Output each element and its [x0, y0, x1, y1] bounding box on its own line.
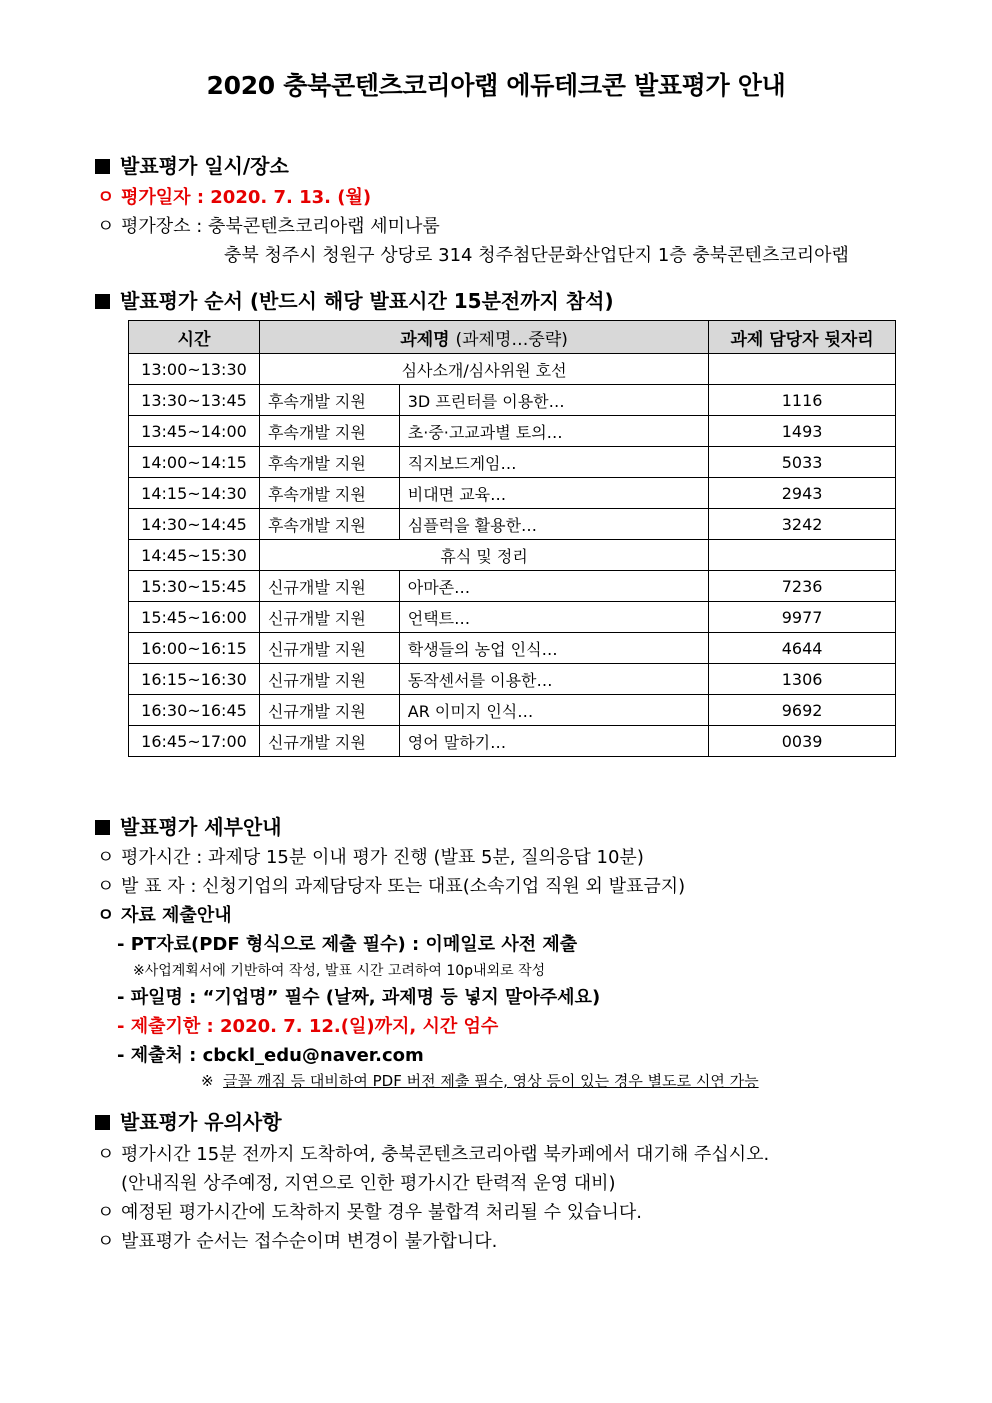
filename-line: - 파일명 : “기업명” 필수 (날짜, 과제명 등 넣지 말아주세요)	[117, 987, 601, 1008]
note-line-2: ㅇ 예정된 평가시간에 도착하지 못할 경우 불합격 처리될 수 있습니다.	[97, 1202, 642, 1223]
table-row	[129, 540, 896, 571]
square-bullet-icon	[95, 820, 110, 835]
cell-type: 신규개발 지원	[259, 664, 399, 695]
section-heading-order: 발표평가 순서 (반드시 해당 발표시간 15분전까지 참석)	[95, 285, 614, 314]
table-row	[129, 664, 896, 695]
cell-title: 비대면 교육…	[399, 478, 708, 509]
table-row	[129, 416, 896, 447]
cell-type: 신규개발 지원	[259, 695, 399, 726]
note-line-1: ㅇ 평가시간 15분 전까지 도착하여, 충북콘텐츠코리아랩 북카페에서 대기해 주십시오.	[97, 1144, 770, 1165]
cell-type: 신규개발 지원	[259, 633, 399, 664]
cell-type: 후속개발 지원	[259, 385, 399, 416]
square-bullet-icon	[95, 1115, 110, 1130]
cell-phone: 1116	[709, 385, 896, 416]
header-phone: 과제 담당자 뒷자리	[709, 321, 896, 354]
cell-time: 14:45~15:30	[129, 540, 260, 571]
cell-title: 심플럭을 활용한…	[399, 509, 708, 540]
cell-time: 16:00~16:15	[129, 633, 260, 664]
cell-type: 후속개발 지원	[259, 478, 399, 509]
eval-place-line: ㅇ 평가장소 : 충북콘텐츠코리아랩 세미나룸	[97, 216, 440, 237]
table-row	[129, 726, 896, 757]
deadline-line: - 제출기한 : 2020. 7. 12.(일)까지, 시간 엄수	[117, 1016, 499, 1037]
section-heading-notes: 발표평가 유의사항	[95, 1106, 282, 1135]
eval-time-line: ㅇ 평가시간 : 과제당 15분 이내 평가 진행 (발표 5분, 질의응답 10분)	[97, 847, 644, 868]
cell-title: 초·중·고교과별 토의…	[399, 416, 708, 447]
note-line-3: ㅇ 발표평가 순서는 접수순이며 변경이 불가합니다.	[97, 1231, 498, 1252]
cell-type: 후속개발 지원	[259, 416, 399, 447]
square-bullet-icon	[95, 294, 110, 309]
table-row	[129, 571, 896, 602]
cell-time: 14:15~14:30	[129, 478, 260, 509]
cell-time: 13:30~13:45	[129, 385, 260, 416]
pt-note: ※사업계획서에 기반하여 작성, 발표 시간 고려하여 10p내외로 작성	[133, 963, 546, 979]
cell-phone: 2943	[709, 478, 896, 509]
schedule-table	[128, 320, 896, 757]
cell-phone	[709, 540, 896, 571]
cell-phone: 3242	[709, 509, 896, 540]
cell-time: 13:45~14:00	[129, 416, 260, 447]
cell-title: 아마존…	[399, 571, 708, 602]
cell-phone: 4644	[709, 633, 896, 664]
cell-type: 후속개발 지원	[259, 509, 399, 540]
cell-type: 후속개발 지원	[259, 447, 399, 478]
section-heading-schedule: 발표평가 일시/장소	[95, 150, 289, 179]
cell-title: 동작센서를 이용한…	[399, 664, 708, 695]
cell-title: AR 이미지 인식…	[399, 695, 708, 726]
eval-address-line: 충북 청주시 청원구 상당로 314 청주첨단문화산업단지 1층 충북콘텐츠코리아랩	[224, 245, 849, 266]
table-header-row	[129, 321, 896, 354]
cell-phone: 9977	[709, 602, 896, 633]
table-row	[129, 447, 896, 478]
cell-time: 14:30~14:45	[129, 509, 260, 540]
email-line: - 제출처 : cbckl_edu@naver.com	[117, 1045, 424, 1066]
table-row	[129, 478, 896, 509]
cell-merged: 심사소개/심사위원 호선	[259, 354, 708, 385]
cell-time: 16:15~16:30	[129, 664, 260, 695]
cell-time: 15:30~15:45	[129, 571, 260, 602]
pt-line: - PT자료(PDF 형식으로 제출 필수) : 이메일로 사전 제출	[117, 934, 578, 955]
cell-phone: 5033	[709, 447, 896, 478]
cell-time: 14:00~14:15	[129, 447, 260, 478]
cell-phone	[709, 354, 896, 385]
table-row	[129, 695, 896, 726]
cell-time: 15:45~16:00	[129, 602, 260, 633]
cell-time: 16:30~16:45	[129, 695, 260, 726]
cell-phone: 9692	[709, 695, 896, 726]
cell-title: 언택트…	[399, 602, 708, 633]
cell-title: 3D 프린터를 이용한…	[399, 385, 708, 416]
note-line-1b: (안내직원 상주예정, 지연으로 인한 평가시간 탄력적 운영 대비)	[121, 1173, 616, 1194]
eval-date-line: ㅇ 평가일자 : 2020. 7. 13. (월)	[97, 187, 372, 208]
cell-title: 학생들의 농업 인식…	[399, 633, 708, 664]
table-row	[129, 633, 896, 664]
cell-merged: 휴식 및 정리	[259, 540, 708, 571]
table-row	[129, 354, 896, 385]
cell-time: 16:45~17:00	[129, 726, 260, 757]
cell-phone: 1306	[709, 664, 896, 695]
table-row	[129, 385, 896, 416]
cell-phone: 7236	[709, 571, 896, 602]
square-bullet-icon	[95, 159, 110, 174]
submit-heading: ㅇ 자료 제출안내	[97, 905, 232, 926]
presenter-line: ㅇ 발 표 자 : 신청기업의 과제담당자 또는 대표(소속기업 직원 외 발표금지)	[97, 876, 686, 897]
cell-type: 신규개발 지원	[259, 602, 399, 633]
header-title: 과제명 (과제명…중략)	[259, 321, 708, 354]
cell-phone: 0039	[709, 726, 896, 757]
cell-time: 13:00~13:30	[129, 354, 260, 385]
cell-phone: 1493	[709, 416, 896, 447]
table-row	[129, 509, 896, 540]
section-heading-details: 발표평가 세부안내	[95, 811, 282, 840]
cell-type: 신규개발 지원	[259, 571, 399, 602]
cell-title: 직지보드게임…	[399, 447, 708, 478]
table-row	[129, 602, 896, 633]
page-title: 2020 충북콘텐츠코리아랩 에듀테크콘 발표평가 안내	[206, 71, 786, 100]
email-note: ※ 글꼴 깨짐 등 대비하여 PDF 버전 제출 필수, 영상 등이 있는 경우 별도로 시연 가능	[201, 1072, 759, 1090]
cell-type: 신규개발 지원	[259, 726, 399, 757]
header-time: 시간	[129, 321, 260, 354]
cell-title: 영어 말하기…	[399, 726, 708, 757]
